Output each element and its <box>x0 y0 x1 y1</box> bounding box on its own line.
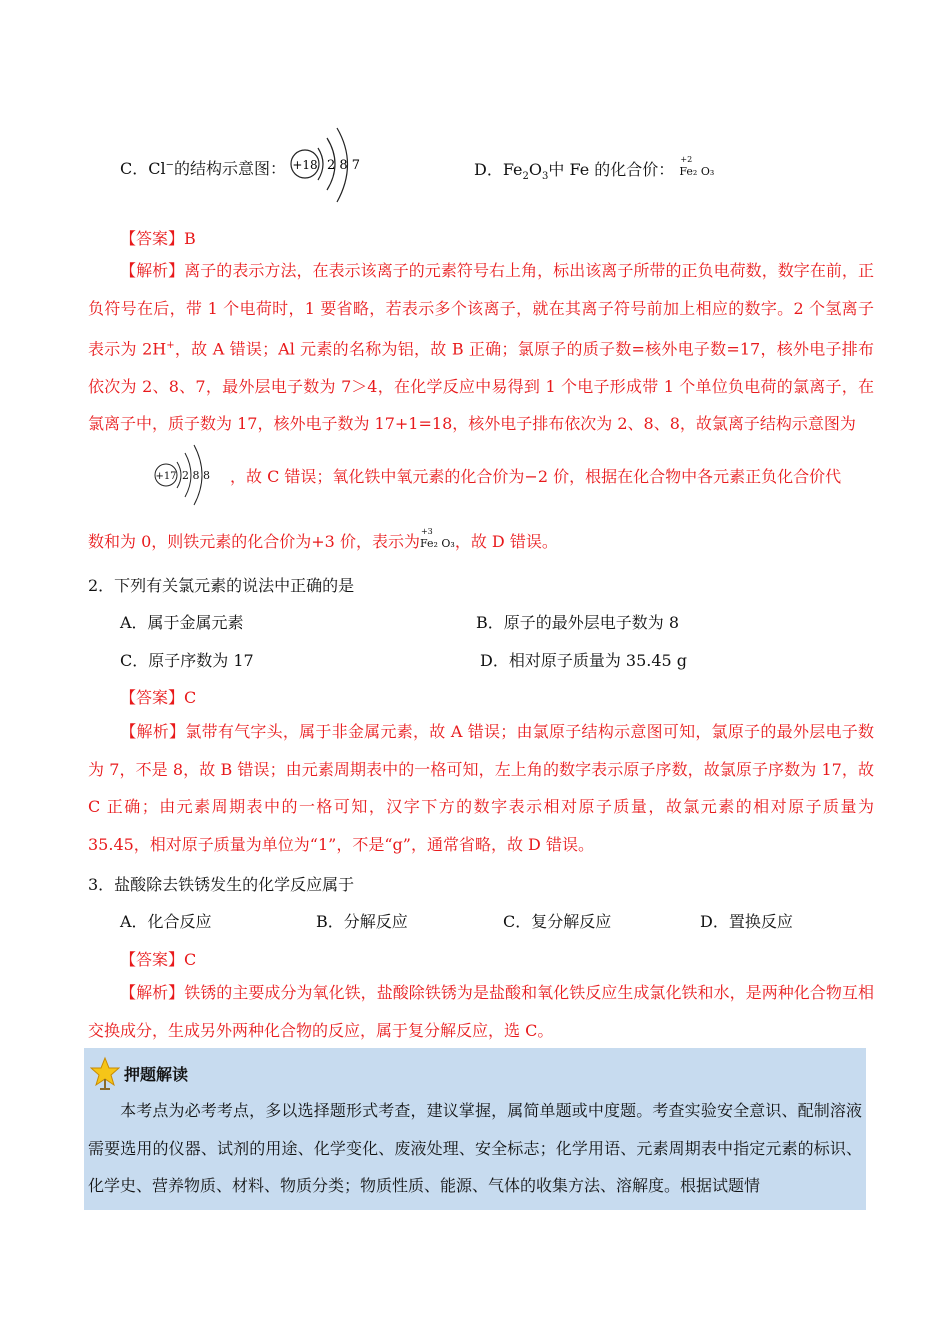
q3-option-d[interactable]: D．置换反应 <box>700 912 793 931</box>
q3-answer: 【答案】C <box>120 950 197 969</box>
analysis-part-1: 离子的表示方法，在表示该离子的元素符号右上角，标出该离子所带的正负电荷数，数字在前，正负符号在后，带 1 个电荷时，1 要省略，若表示多个该离子，就在其离子符号前加上相应的数字。2 个氢离子表示为 2H <box>88 261 874 359</box>
q1-analysis-end <box>88 528 558 552</box>
q3-analysis-lead: 【解析】 <box>120 983 185 1002</box>
q1-option-d <box>474 156 714 182</box>
option-c-label: C．Cl <box>120 159 166 178</box>
chloride-ion-diagram-small <box>152 444 218 506</box>
q2-answer: 【答案】C <box>120 688 197 707</box>
option-d-sub1: 2 <box>522 171 529 183</box>
q1-analysis <box>88 252 874 443</box>
q2-option-b[interactable]: B．原子的最外层电子数为 8 <box>476 613 680 632</box>
q1-answer: 【答案】B <box>120 229 196 248</box>
analysis-lead: 【解析】 <box>120 261 185 280</box>
analysis-part-2: ，故 A 错误；Al 元素的名称为铝，故 B 正确；氯原子的质子数=核外电子数=17，核外电子排布依次为 2、8、7，最外层电子数为 7＞4，在化学反应中易得到 1 个电子形成带 1 个单位负电荷的氯离子，在氯离子中，质子数为 17，核外电子数为 17+1=18，核外电子排布依次为 2、8、8，故氯离子结构示意图为 <box>88 339 874 434</box>
option-c-text: 的结构示意图： <box>174 159 287 178</box>
q3-stem: 3．盐酸除去铁锈发生的化学反应属于 <box>88 875 355 894</box>
option-d-sub2: 3 <box>542 171 549 183</box>
q2-analysis <box>88 713 874 863</box>
box-text <box>88 1092 862 1205</box>
valence-formula <box>679 156 714 177</box>
option-d-text: 中 Fe 的化合价： <box>548 160 675 179</box>
formula-text: Fe₂ O₃ <box>679 165 715 178</box>
analysis-valence: +3 <box>420 527 433 536</box>
q2-option-c[interactable]: C．原子序数为 17 <box>120 651 254 670</box>
analysis-formula: Fe₂ O₃ <box>419 537 455 550</box>
q2-analysis-text: 氯带有气字头，属于非金属元素，故 A 错误；由氯原子结构示意图可知，氯原子的最外层电子数为 7，不是 8，故 B 错误；由元素周期表中的一格可知，左上角的数字表示原子序数，故氯原子序数为 17，故 C 正确；由元素周期表中的一格可知，汉字下方的数字表示相对原子质量，故氯元素的相对原子质量为 35.45，相对原子质量为单位为“1”，不是“g”，通常省略，故 D 错误。 <box>88 722 874 854</box>
analysis-valence-formula <box>420 528 455 549</box>
q1-option-c <box>120 156 286 179</box>
q2-analysis-lead: 【解析】 <box>120 722 186 741</box>
q1-analysis-cont <box>230 458 874 496</box>
analysis-sup: + <box>166 340 175 351</box>
small-shell-numbers: 2 8 8 <box>182 469 210 482</box>
analysis-part-3a: ，故 C 错误；氧化铁中氧元素的化合价为−2 价，根据在化合物中各元素正负化合价代 <box>230 467 842 486</box>
option-c-sup: − <box>165 159 174 171</box>
nucleus-text: +18 <box>292 158 318 172</box>
small-nucleus-text: +17 <box>155 471 177 482</box>
q2-stem: 2．下列有关氯元素的说法中正确的是 <box>88 576 355 595</box>
analysis-part-4: ，故 D 错误。 <box>454 532 558 551</box>
option-d-o: O <box>528 160 543 179</box>
box-text-content: 本考点为必考考点，多以选择题形式考查，建议掌握，属简单题或中度题。考查实验安全意识、配制溶液需要选用的仪器、试剂的用途、化学变化、废液处理、安全标志；化学用语、元素周期表中指定元素的标识、化学史、营养物质、材料、物质分类；物质性质、能源、气体的收集方法、溶解度。根据试题情 <box>88 1101 862 1195</box>
chloride-ion-diagram <box>288 126 364 204</box>
star-icon <box>90 1056 120 1090</box>
valence-number: +2 <box>680 155 693 164</box>
q2-option-a[interactable]: A．属于金属元素 <box>120 613 244 632</box>
exam-insight-box <box>84 1048 866 1210</box>
option-d-label: D．Fe <box>474 160 523 179</box>
q3-option-a[interactable]: A．化合反应 <box>120 912 212 931</box>
analysis-part-3b: 数和为 0，则铁元素的化合价为+3 价，表示为 <box>88 532 420 551</box>
q3-analysis <box>88 974 874 1049</box>
small-arc-1 <box>177 462 181 488</box>
box-title: 押题解读 <box>124 1065 189 1084</box>
q3-option-c[interactable]: C．复分解反应 <box>503 912 612 931</box>
q3-analysis-text: 铁锈的主要成分为氧化铁，盐酸除铁锈为是盐酸和氧化铁反应生成氯化铁和水，是两种化合物互相交换成分，生成另外两种化合物的反应，属于复分解反应，选 C。 <box>88 983 874 1040</box>
q2-option-d[interactable]: D．相对原子质量为 35.45 g <box>480 651 688 670</box>
q3-option-b[interactable]: B．分解反应 <box>316 912 408 931</box>
shell-numbers: 2 8 7 <box>327 158 361 173</box>
